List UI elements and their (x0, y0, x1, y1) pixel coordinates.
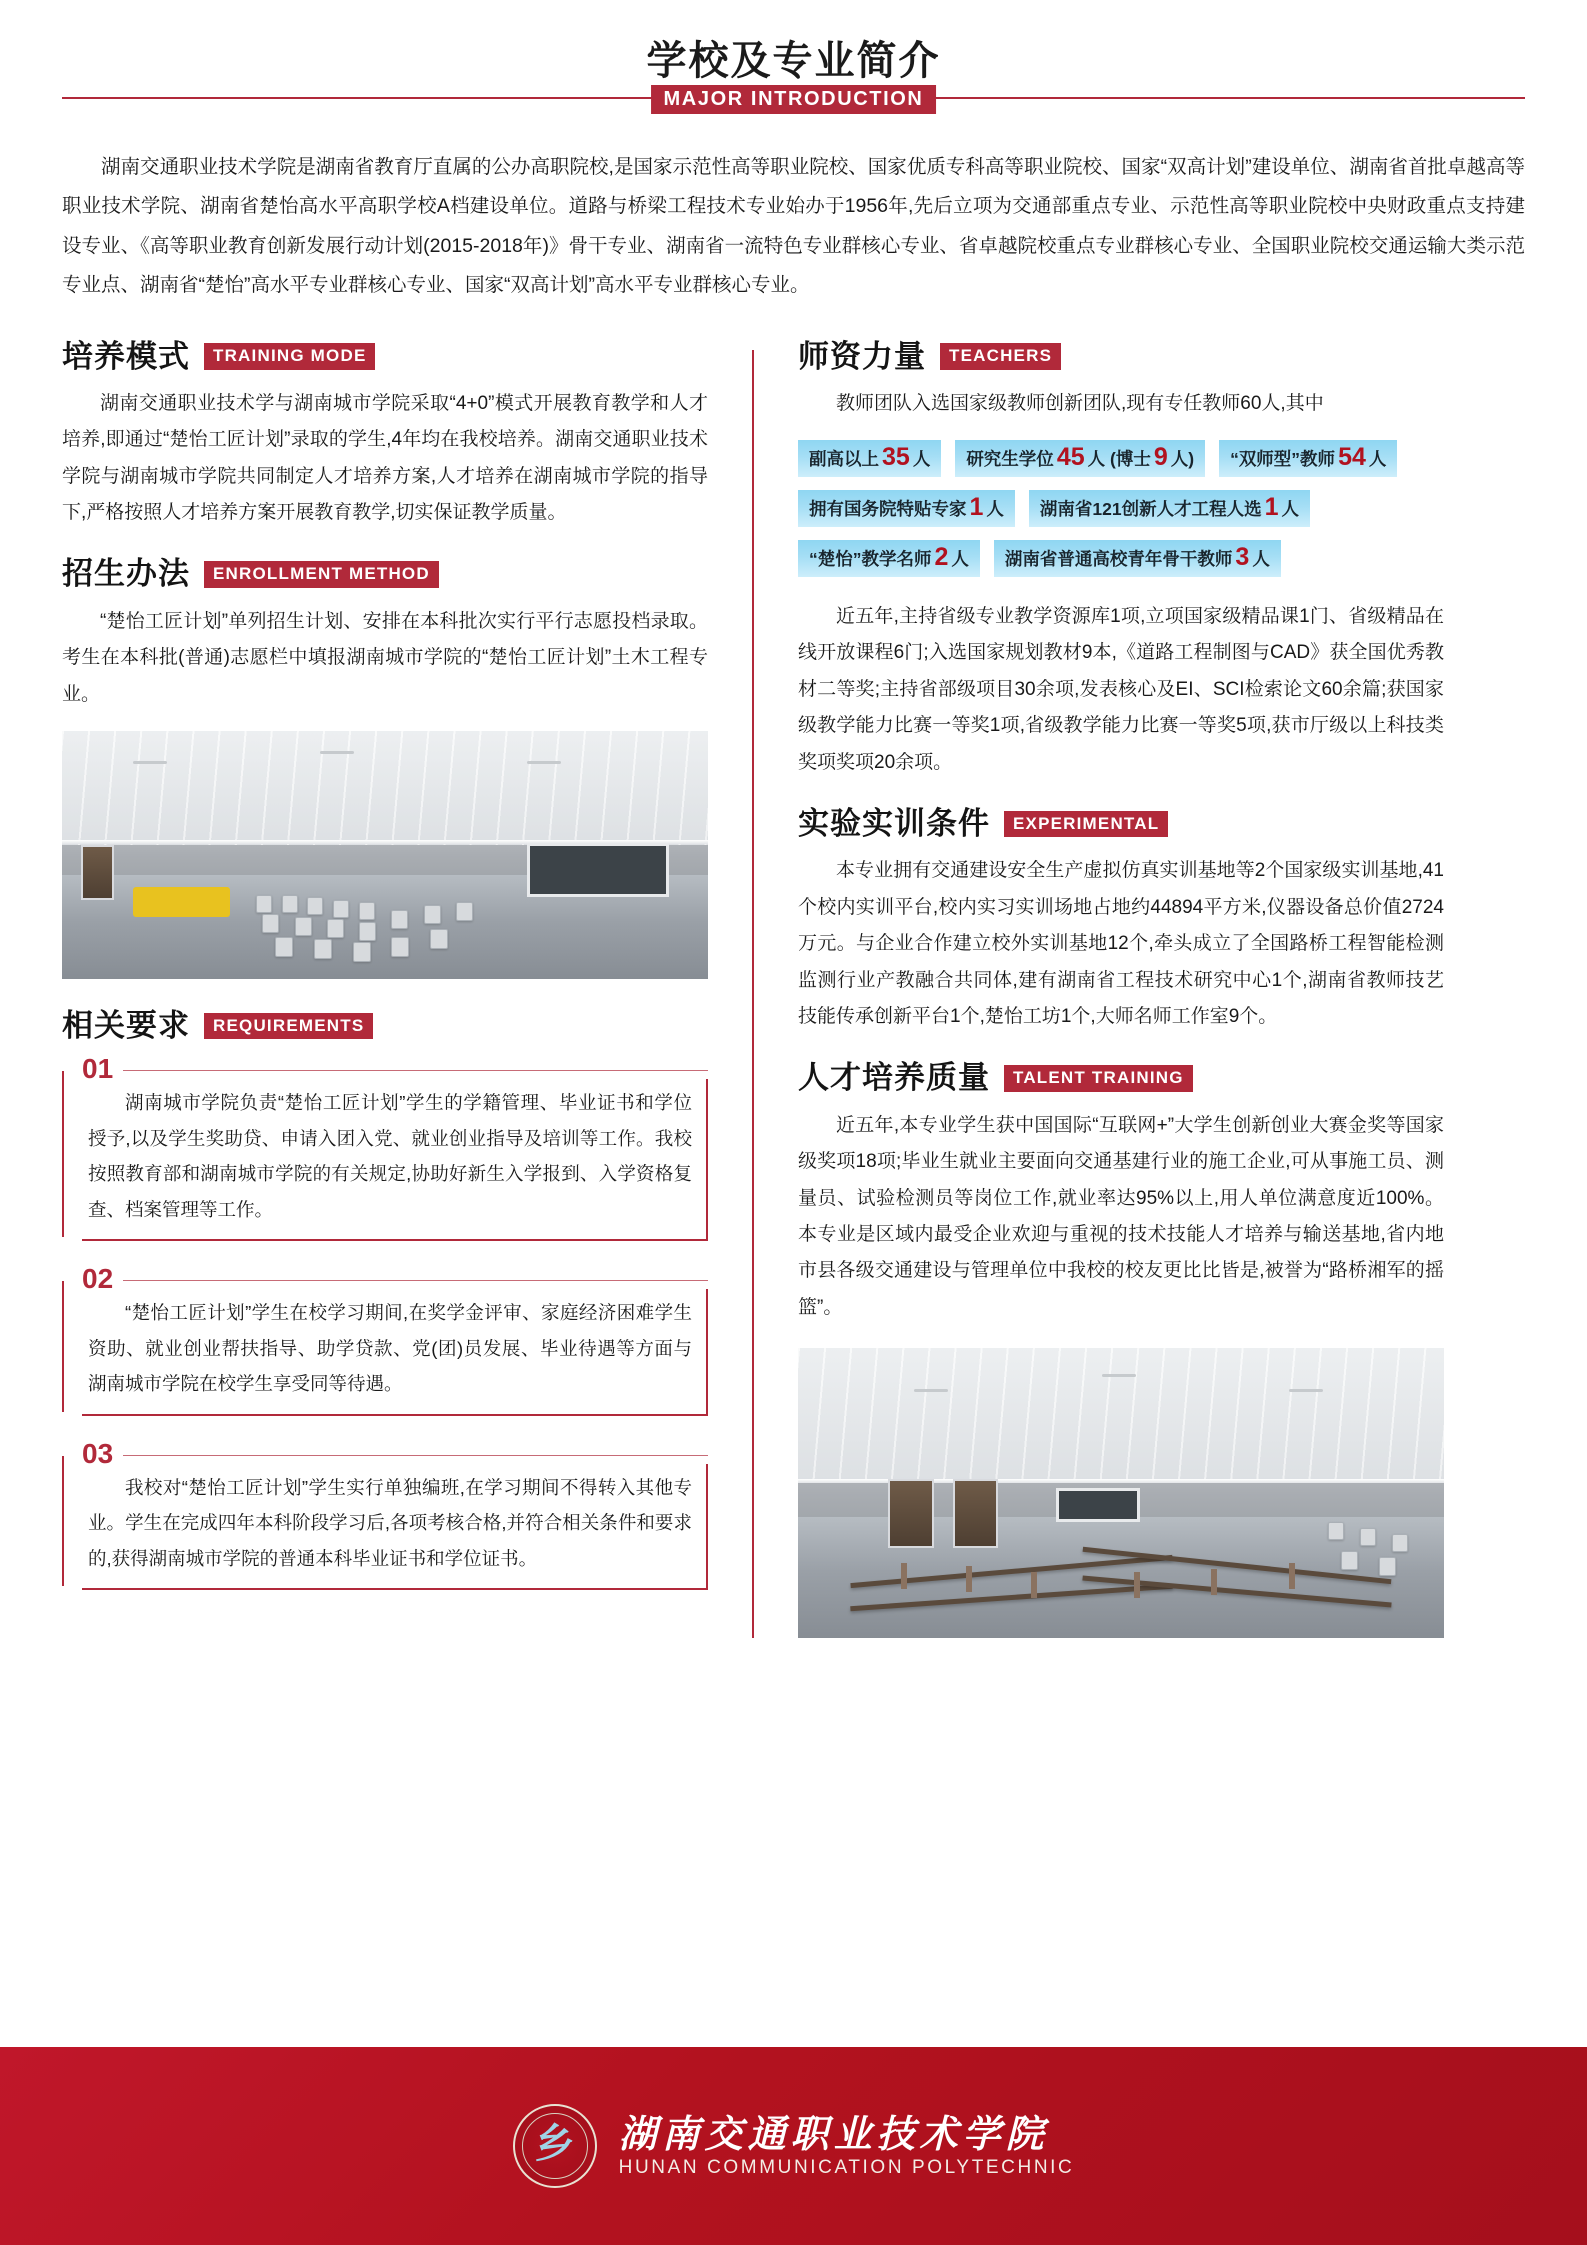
badge-dual-qualified (1219, 440, 1397, 477)
intro-paragraph: 湖南交通职业技术学院是湖南省教育厅直属的公办高职院校,是国家示范性高等职业院校、国家优质专科高等职业院校、国家“双高计划”建设单位、湖南省首批卓越高等职业技术学院、湖南省楚怡高水平高职学校A档建设单位。道路与桥梁工程技术专业始办于1956年,先后立项为交通部重点专业、示范性高等职业院校中央财政重点支持建设专业、《高等职业教育创新发展行动计划(2015-2018年)》骨干专业、湖南省一流特色专业群核心专业、省卓越院校重点专业群核心专业、全国职业院校交通运输大类示范专业点、湖南省“楚怡”高水平专业群核心专业、国家“双高计划”高水平专业群核心专业。 (62, 156, 1525, 297)
badge-suffix: 人 (博士 (1087, 449, 1151, 470)
teachers-lead-text: 教师团队入选国家级教师创新团队,现有专任教师60人,其中 (836, 392, 1324, 414)
teacher-stat-badges (798, 440, 1444, 577)
section-title-cn: 招生办法 (62, 556, 190, 592)
rail-tie (1134, 1572, 1140, 1598)
section-title-en: TALENT TRAINING (1004, 1065, 1193, 1091)
seat (307, 897, 323, 915)
panorama-image (798, 1348, 1444, 1638)
section-heading-training-mode (62, 340, 708, 374)
section-title-cn: 培养模式 (62, 338, 190, 374)
teachers-achievements-text: 近五年,主持省级专业教学资源库1项,立项国家级精品课1门、省级精品在线开放课程6门;入选国家规划教材9本,《道路工程制图与CAD》获全国优秀教材二等奖;主持省部级项目30余项,发表核心及EI、SCI检索论文60余篇;获国家级教学能力比赛一等奖1项,省级教学能力比赛一等奖5项,获市厅级以上科技类奖项奖项20余项。 (798, 605, 1444, 773)
seat (424, 905, 441, 924)
door (953, 1479, 998, 1549)
section-heading-talent-training (798, 1061, 1444, 1095)
requirement-text: 湖南城市学院负责“楚怡工匠计划”学生的学籍管理、毕业证书和学位授予,以及学生奖助贷、申请入团入党、就业创业指导及培训等工作。我校按照教育部和湖南城市学院的有关规定,协助好新生入学报到、入学资格复查、档案管理等工作。 (88, 1092, 692, 1220)
badge-suffix: 人 (1368, 449, 1387, 470)
requirement-text: 我校对“楚怡工匠计划”学生实行单独编班,在学习期间不得转入其他专业。学生在完成四年本科阶段学习后,各项考核合格,并符合相关条件和要求的,获得湖南城市学院的普通本科毕业证书和学位证书。 (88, 1476, 692, 1569)
page-footer (0, 2047, 1587, 2245)
badge-number-secondary: 9 (1153, 443, 1168, 472)
seat (314, 939, 332, 959)
seat (359, 922, 376, 941)
requirement-number: 02 (82, 1265, 123, 1293)
seat (391, 937, 409, 957)
ceiling-fan-icon (1289, 1389, 1323, 1392)
badge-number: 1 (969, 492, 984, 521)
experimental-text: 本专业拥有交通建设安全生产虚拟仿真实训基地等2个国家级实训基地,41个校内实训平台,校内实习实训场地占地约44894平方米,仪器设备总价值2724万元。与企业合作建立校外实训基地12个,牵头成立了全国路桥工程智能检测监测行业产教融合共同体,建有湖南省工程技术研究中心1个,湖南省教师技艺技能传承创新平台1个,楚怡工坊1个,大师名师工作室9个。 (798, 860, 1444, 1027)
section-title-cn: 师资力量 (798, 338, 926, 374)
badge-number: 1 (1264, 492, 1279, 521)
requirement-rule (82, 1070, 708, 1071)
rail-lab-photo (798, 1348, 1444, 1638)
badge-label: “双师型”教师 (1230, 449, 1336, 470)
requirement-item (62, 1055, 708, 1241)
panorama-image (62, 731, 708, 979)
requirement-rule (82, 1455, 708, 1456)
badge-suffix: 人 (986, 498, 1004, 519)
badge-young-backbone-teacher (994, 540, 1281, 577)
page-title: 学校及专业简介 (646, 39, 941, 83)
badge-row (798, 440, 1444, 477)
two-column-layout (62, 340, 1525, 1639)
badge-suffix: 人 (951, 548, 969, 569)
badge-label: “楚怡”教学名师 (809, 548, 932, 569)
seat (391, 910, 408, 929)
emblem-glyph: 乡 (534, 2121, 575, 2167)
badge-number: 2 (934, 542, 949, 571)
seat (456, 902, 473, 921)
badge-number: 54 (1338, 443, 1366, 472)
section-heading-experimental (798, 807, 1444, 841)
right-column (754, 340, 1444, 1639)
seat (327, 919, 344, 938)
seat (262, 914, 279, 933)
section-title-cn: 相关要求 (62, 1007, 190, 1043)
enrollment-text: “楚怡工匠计划”单列招生计划、安排在本科批次实行平行志愿投档录取。考生在本科批(普通)志愿栏中填报湖南城市学院的“楚怡工匠计划”土木工程专业。 (62, 610, 708, 705)
seat (1392, 1534, 1408, 1552)
footer-logo-lockup (513, 2104, 1075, 2188)
badge-graduate-degree (955, 440, 1205, 477)
badge-label: 副高以上 (809, 449, 879, 470)
rail-tie (901, 1563, 907, 1589)
badge-row (798, 540, 1444, 577)
section-title-en: REQUIREMENTS (204, 1013, 373, 1039)
badge-label: 研究生学位 (966, 449, 1054, 470)
badge-suffix-secondary: 人) (1170, 449, 1195, 470)
badge-state-council-expert (798, 490, 1015, 527)
footer-school-name-en: HUNAN COMMUNICATION POLYTECHNIC (618, 2156, 1075, 2178)
badge-number: 35 (882, 443, 910, 472)
seat (1341, 1551, 1358, 1570)
requirement-body (82, 1079, 708, 1241)
badge-number: 3 (1235, 542, 1250, 571)
seat (1328, 1522, 1344, 1540)
seat (333, 900, 349, 918)
badge-chuyi-master-teacher (798, 540, 980, 577)
section-title-en: ENROLLMENT METHOD (204, 561, 439, 587)
badge-number: 45 (1056, 443, 1085, 472)
badge-label: 湖南省121创新人才工程人选 (1039, 498, 1262, 519)
section-heading-teachers (798, 340, 1444, 374)
ceiling-fan-icon (527, 761, 561, 764)
requirement-item (62, 1437, 708, 1591)
badge-121-talent-project (1029, 490, 1310, 527)
requirement-number: 01 (82, 1055, 123, 1083)
section-title-en: TEACHERS (940, 343, 1061, 369)
section-title-cn: 实验实训条件 (798, 806, 990, 842)
podium (133, 887, 230, 917)
footer-school-name-cn: 湖南交通职业技术学院 (618, 2110, 1049, 2156)
requirement-number: 03 (82, 1440, 123, 1468)
section-heading-requirements (62, 1009, 708, 1043)
badge-suffix: 人 (912, 449, 931, 470)
badge-senior-title (798, 440, 941, 477)
talent-training-text: 近五年,本专业学生获中国国际“互联网+”大学生创新创业大赛金奖等国家级奖项18项;毕业生就业主要面向交通基建行业的施工企业,可从事施工员、测量员、试验检测员等岗位工作,就业率达95%以上,用人单位满意度近100%。本专业是区域内最受企业欢迎与重视的技术技能人才培养与输送基地,省内地市县各级交通建设与管理单位中我校的校友更比比皆是,被誉为“路桥湘军的摇篮”。 (798, 1114, 1444, 1318)
section-title-en: EXPERIMENTAL (1004, 811, 1168, 837)
badge-row (798, 490, 1444, 527)
seat (275, 937, 293, 957)
door (81, 845, 113, 900)
section-heading-enrollment (62, 557, 708, 591)
rail-tie (1211, 1569, 1217, 1595)
header-rule-container (0, 88, 1587, 127)
requirement-body (82, 1289, 708, 1416)
seat (359, 902, 375, 920)
requirement-text: “楚怡工匠计划”学生在校学习期间,在奖学金评审、家庭经济困难学生资助、就业创业帮扶指导、助学贷款、党(团)员发展、毕业待遇等方面与湖南城市学院在校学生享受同等待遇。 (88, 1302, 692, 1395)
badge-label: 湖南省普通高校青年骨干教师 (1004, 548, 1233, 569)
section-title-en: TRAINING MODE (204, 343, 375, 369)
seat (1360, 1528, 1376, 1546)
page-header (0, 0, 1587, 132)
seat (295, 917, 312, 936)
header-eyebrow-label: MAJOR INTRODUCTION (651, 85, 937, 114)
seat (1379, 1557, 1396, 1576)
seat (256, 895, 272, 913)
school-emblem-icon (513, 2104, 597, 2188)
seat (353, 942, 371, 962)
rail-tie (1031, 1572, 1037, 1598)
seat (282, 895, 298, 913)
rail-tie (966, 1566, 972, 1592)
training-mode-text: 湖南交通职业技术学与湖南城市学院采取“4+0”模式开展教育教学和人才培养,即通过“楚怡工匠计划”录取的学生,4年均在我校培养。湖南交通职业技术学院与湖南城市学院共同制定人才培养方案,人才培养在湖南城市学院的指导下,严格按照人才培养方案开展教育教学,切实保证教学质量。 (62, 392, 708, 523)
footer-text-block (618, 2110, 1075, 2179)
requirement-rule (82, 1280, 708, 1281)
training-hall-photo (62, 731, 708, 979)
ceiling-fan-icon (320, 751, 354, 754)
ceiling-fan-icon (133, 761, 167, 764)
projection-screen (527, 843, 669, 898)
section-title-cn: 人才培养质量 (798, 1060, 990, 1096)
door (888, 1479, 933, 1549)
requirement-body (82, 1464, 708, 1591)
badge-suffix: 人 (1281, 498, 1300, 519)
wall-display (1056, 1488, 1140, 1523)
requirements-list (62, 1055, 708, 1590)
requirement-item (62, 1265, 708, 1416)
left-column (62, 340, 752, 1639)
ceiling-fan-icon (914, 1389, 948, 1392)
badge-label: 拥有国务院特贴专家 (809, 498, 967, 519)
rail-tie (1289, 1563, 1295, 1589)
badge-suffix: 人 (1252, 548, 1270, 569)
seat (430, 929, 448, 949)
